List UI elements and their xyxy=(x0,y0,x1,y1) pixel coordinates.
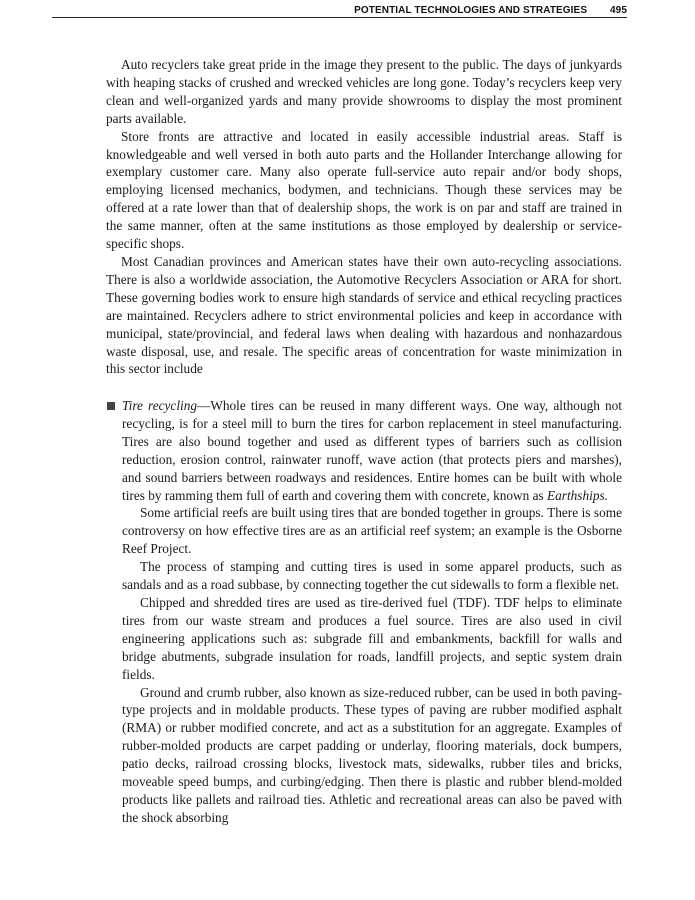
running-head xyxy=(52,4,627,18)
bullet-list xyxy=(106,397,622,827)
bullet-sub-paragraph: Chipped and shredded tires are used as tire-derived fuel (TDF). TDF helps to eliminate tires from our waste stream and produces a fuel source. Tires are also used in civil engineering applications such as: subgrade fill and embankments, backfill for walls and bridge abutments, subgrade insulation for roads, landfill projects, and septic system drain fields. xyxy=(122,594,622,682)
paragraph: Store fronts are attractive and located in easily accessible industrial areas. Staff is knowledgeable and well versed in both auto parts and the Hollander Interchange allowing for exemplary customer care. Many also operate full-service auto repair and/or body shops, employing licensed mechanics, bodymen, and technicians. Though these services may be offered at a rate lower than that of dealership shops, the work is on par and staff are trained in the same manner, often at the same institutions as those employed by dealership or service-specific shops. xyxy=(106,128,622,252)
square-bullet-icon xyxy=(107,402,115,410)
body-text xyxy=(106,56,622,378)
bullet-sub-paragraph: Ground and crumb rubber, also known as size-reduced rubber, can be used in both paving-type projects and in moldable products. These types of paving are rubber modified asphalt (RMA) or rubber modified concrete, and act as a substitution for an aggregate. Examples of rubber-molded products are carpet padding or underlay, flooring materials, dock bumpers, patio decks, railroad crossing blocks, livestock mats, sidewalks, rubber tiles and bricks, moveable speed bumps, and curbing/edging. Then there is plastic and rubber blend-molded products like pallets and railroad ties. Athletic and recreational areas can also be paved with the shock absorbing xyxy=(122,684,622,825)
page-number: 495 xyxy=(610,5,627,16)
bullet-term: Tire recycling xyxy=(122,398,198,413)
bullet-lead-term-end: Earthships. xyxy=(547,487,608,503)
running-title: POTENTIAL TECHNOLOGIES AND STRATEGIES xyxy=(354,5,588,16)
bullet-item xyxy=(106,397,622,504)
paragraph: Most Canadian provinces and American states have their own auto-recycling associations. There is also a worldwide association, the Automotive Recyclers Association or ARA for short. These governing bodies work to ensure high standards of service and ethical recycling practices are maintained. Recyclers adhere to strict environmental policies and keep in accordance with municipal, state/provincial, and federal laws when dealing with hazardous and nonhazardous waste disposal, use, and resale. The specific areas of concentration for waste minimization in this sector include xyxy=(106,253,622,377)
header-rule xyxy=(52,17,627,18)
bullet-lead-text: —Whole tires can be reused in many different ways. One way, although not recycling, is for a steel mill to burn the tires for carbon replacement in steel manufacturing. Tires are also bound together and used as different types of barriers such as collision reduction, erosion control, rainwater runoff, wave action (that protects piers and marshes), and sound barriers between roadways and residences. Entire homes can be built with whole tires by ramming them full of earth and covering them with concrete, known as xyxy=(122,398,622,503)
bullet-sub-paragraph: Some artificial reefs are built using tires that are bonded together in groups. There is some controversy on how effective tires are as an artificial reef system; an example is the Osborne Reef Project. xyxy=(122,505,622,557)
paragraph: Auto recyclers take great pride in the image they present to the public. The days of junkyards with heaping stacks of crushed and wrecked vehicles are long gone. Today’s recyclers keep very clean and well-organized yards and many provide showrooms to display the most prominent parts available. xyxy=(106,57,622,126)
bullet-sub-paragraph: The process of stamping and cutting tires is used in some apparel products, such as sandals and as a road subbase, by connecting together the cut sidewalls to form a flexible net. xyxy=(122,559,622,593)
